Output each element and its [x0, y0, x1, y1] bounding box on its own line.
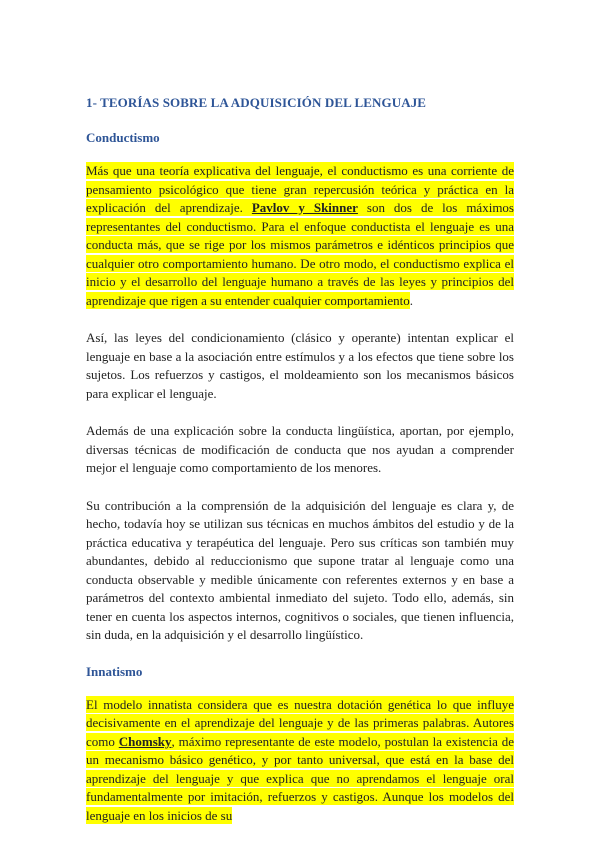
conductismo-paragraph-3: Además de una explicación sobre la conducta lingüística, aportan, por ejemplo, diversas técnicas de modificación de conducta que nos ayudan a comprender mejor el lenguaje como comportamiento de los menores.	[86, 423, 514, 475]
highlighted-text: El modelo innatista considera que es nuestra dotación genética lo que influye decisivamente en el aprendizaje del lenguaje y de las primeras palabras. Autores como Chomsky, máximo representante de este modelo, postulan la existencia de un mecanismo básico genético, y por tanto universal, que está en la base del aprendizaje del lenguaje y que explica que no aprendamos el lenguaje oral fundamentalmente por imitación, refuerzos y castigos. Aunque los modelos del lenguaje en los inicios de su	[86, 696, 514, 823]
pavlov-skinner-link[interactable]: Pavlov y Skinner	[251, 200, 358, 215]
conductismo-paragraph-4: Su contribución a la comprensión de la adquisición del lenguaje es clara y, de hecho, todavía hoy se utilizan sus técnicas en muchos ámbitos del estudio y de la práctica educativa y terapéutica del lenguaje. Pero sus críticas son también muy abundantes, debido al reduccionismo que supone tratar al lenguaje como una conducta observable y medible únicamente con referentes externos y en base a parámetros del contexto ambiental inmediato del sujeto. Todo ello, además, sin tener en cuenta los aspectos internos, cognitivos o sociales, que tienen influencia, sin duda, en la adquisición y el desarrollo lingüístico.	[86, 497, 514, 642]
document-title: 1- TEORÍAS SOBRE LA ADQUISICIÓN DEL LENGUAJE	[86, 95, 427, 110]
highlighted-text: Más que una teoría explicativa del lenguaje, el conductismo es una corriente de pensamiento psicológico que tiene gran repercusión teórica y práctica en la explicación del aprendizaje. Pavlov y Skinner son dos de los máximos representantes del conductismo. Para el enfoque conductista el lenguaje es una conducta más, que se rige por los mismos parámetros e idénticos principios que cualquier otro comportamiento humano. De otro modo, el conductismo explica el inicio y el desarrollo del lenguaje humano a través de las leyes y principios del aprendizaje que rigen a su entender cualquier comportamiento	[86, 163, 514, 308]
conductismo-paragraph-2: Así, las leyes del condicionamiento (clásico y operante) intentan explicar el lenguaje en base a la asociación entre estímulos y a los efectos que tiene sobre los sujetos. Los refuerzos y castigos, el moldeamiento son los mecanismos básicos para explicar el lenguaje.	[86, 330, 514, 401]
conductismo-paragraph-1: Más que una teoría explicativa del lenguaje, el conductismo es una corriente de pensamiento psicológico que tiene gran repercusión teórica y práctica en la explicación del aprendizaje. Pavlov y Skinner son dos de los máximos representantes del conductismo. Para el enfoque conductista el lenguaje es una conducta más, que se rige por los mismos parámetros e idénticos principios que cualquier otro comportamiento humano. De otro modo, el conductismo explica el inicio y el desarrollo del lenguaje humano a través de las leyes y principios del aprendizaje que rigen a su entender cualquier comportamiento.	[86, 163, 514, 308]
section-heading-innatismo: Innatismo	[86, 663, 143, 679]
chomsky-link[interactable]: Chomsky	[118, 733, 172, 749]
section-heading-conductismo: Conductismo	[86, 130, 160, 145]
innatismo-paragraph-1	[86, 696, 514, 826]
document-content	[86, 95, 514, 844]
